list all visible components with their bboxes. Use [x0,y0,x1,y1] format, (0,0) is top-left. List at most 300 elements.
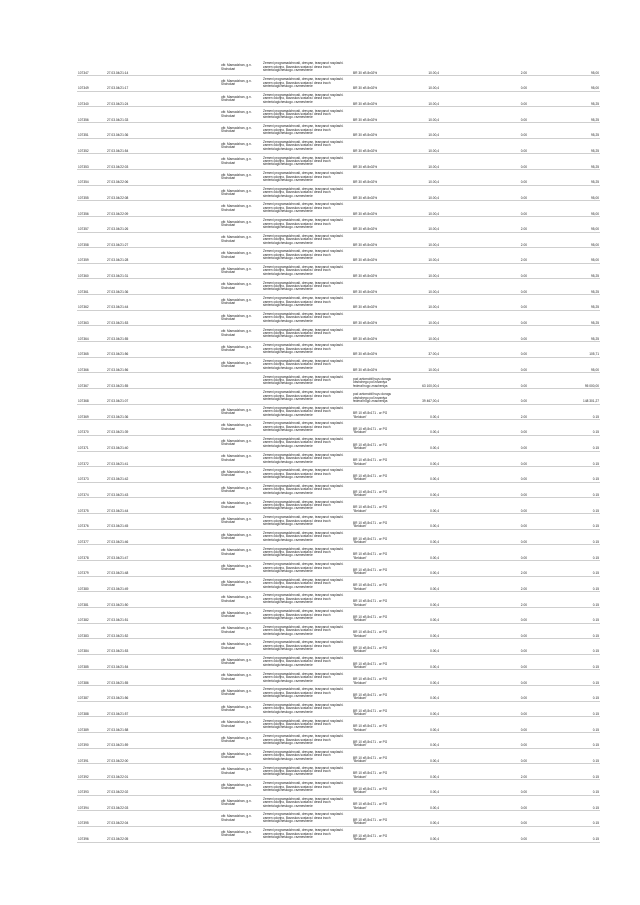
record-description: Zemeni programadzhnosti, drevyan, teanyanot rosplashi. zamen odorjno, Bavoskos sostava i desra inoch simteriologicheskogo. razmeshenie [262,232,352,248]
record-supplier: ofir. Mamadzhan, g.n. Shchokari [220,717,262,733]
record-category: BR 10 xB 8x171 - or PG "Belokan" [352,701,402,717]
record-rate: 0.00 [504,826,528,842]
record-id: 107384 [77,639,106,655]
record-amount: 10.00,4 [402,357,440,373]
spacer-cell [528,154,570,170]
record-supplier: ofir. Mamadzhan, g.n. Shchokari [220,185,262,201]
record-description: Zemeni programadzhnosti, drevyan, teanyanot rosplashi. zamen odorjno, Bavoskos sostava i desra inoch simteriologicheskogo. razmeshenie [262,169,352,185]
record-description: Zemeni programadzhnosti, drevyan, teanyanot rosplashi. zamen odorjno, Bavoskos sostava i desra inoch simteriologicheskogo. razmeshenie [262,764,352,780]
table-row [77,561,600,577]
record-amount: 0.00,4 [402,748,440,764]
spacer-cell [148,60,220,76]
record-amount: 0.00,4 [402,701,440,717]
record-category: BR 30 xB 8x02% [352,263,402,279]
record-amount: 0.00,4 [402,607,440,623]
record-amount: 0.00,4 [402,451,440,467]
record-rate: 0.00 [504,123,528,139]
record-datetime: 27.03.04/22:00 [106,748,148,764]
record-category: pod avtomobil'nuyu dorogu obshchego pol'zovaniya federal'nogo znacheniya [352,388,402,404]
spacer-cell [148,623,220,639]
record-category: BR 10 xB 8x171 - or PG "Belokan" [352,514,402,530]
record-total: 95,25 [570,263,600,279]
spacer-cell [528,482,570,498]
record-rate: 2.00 [504,592,528,608]
record-category: BR 30 xB 8x02% [352,169,402,185]
record-amount: 0.00,4 [402,592,440,608]
record-description: Zemeni programadzhnosti, drevyan, teanyanot rosplashi. zamen odorjno, Bavoskos sostava i desra inoch simteriologicheskogo. razmeshenie [262,420,352,436]
record-description: Zemeni programadzhnosti, drevyan, teanyanot rosplashi. zamen odorjno, Bavoskos sostava i desra inoch simteriologicheskogo. razmeshenie [262,60,352,76]
table-row [77,576,600,592]
spacer-cell [148,529,220,545]
table-row [77,607,600,623]
record-rate: 0.00 [504,342,528,358]
spacer-cell [440,654,504,670]
record-category: BR 10 xB 8x171 - or PG "Belokan" [352,576,402,592]
record-supplier: ofir. Mamadzhan, g.n. Shchokari [220,654,262,670]
record-rate: 2.00 [504,248,528,264]
spacer-cell [440,514,504,530]
record-supplier: ofir. Mamadzhan, g.n. Shchokari [220,639,262,655]
record-total: 95,25 [570,295,600,311]
record-total: 0.15 [570,451,600,467]
spacer-cell [148,779,220,795]
table-row [77,60,600,76]
record-description: Zemeni programadzhnosti, drevyan, teanyanot rosplashi. zamen odorjno, Bavoskos sostava i desra inoch simteriologicheskogo. razmeshenie [262,670,352,686]
spacer-cell [440,388,504,404]
spacer-cell [148,185,220,201]
record-total: 95,25 [570,138,600,154]
record-supplier: ofir. Mamadzhan, g.n. Shchokari [220,545,262,561]
record-total: 95,00 [570,357,600,373]
record-description: Zemeni programadzhnosti, drevyan, teanyanot rosplashi. zamen odorjno, Bavoskos sostava i desra inoch simteriologicheskogo. razmeshenie [262,467,352,483]
record-id: 107357 [77,216,106,232]
record-total: 95,00 [570,185,600,201]
spacer-cell [440,248,504,264]
record-category: BR 10 xB 8x171 - or PG "Belokan" [352,404,402,420]
record-amount: 0.00,4 [402,514,440,530]
record-rate: 0.00 [504,201,528,217]
spacer-cell [440,576,504,592]
record-supplier: ofir. Mamadzhan, g.n. Shchokari [220,670,262,686]
spacer-cell [528,592,570,608]
record-datetime: 27.03.04/21:54 [106,138,148,154]
record-category: BR 10 xB 8x171 - or PG "Belokan" [352,607,402,623]
record-supplier: ofir. Mamadzhan, g.n. Shchokari [220,60,262,76]
record-category: BR 30 xB 8x02% [352,357,402,373]
record-datetime: 27.03.04/21:53 [106,639,148,655]
record-total: 0.15 [570,748,600,764]
record-id: 107393 [77,779,106,795]
spacer-cell [440,76,504,92]
spacer-cell [148,263,220,279]
record-id: 107358 [77,232,106,248]
record-total: 0.15 [570,498,600,514]
record-supplier: ofir. Mamadzhan, g.n. Shchokari [220,607,262,623]
record-amount: 0.00,4 [402,498,440,514]
record-datetime: 27.03.04/21:48 [106,561,148,577]
record-amount: 10.00,4 [402,107,440,123]
spacer-cell [528,404,570,420]
spacer-cell [440,733,504,749]
record-amount: 0.00,4 [402,467,440,483]
record-rate: 0.00 [504,748,528,764]
record-category: BR 10 xB 8x171 - or PG "Belokan" [352,717,402,733]
record-rate: 0.00 [504,279,528,295]
spacer-cell [440,295,504,311]
spacer-cell [148,654,220,670]
record-total: 0.15 [570,420,600,436]
record-supplier: ofir. Mamadzhan, g.n. Shchokari [220,686,262,702]
record-id: 107374 [77,482,106,498]
record-datetime: 27.03.04/22:02 [106,779,148,795]
record-description: Zemeni programadzhnosti, drevyan, teanyanot rosplashi. zamen odorjno, Bavoskos sostava i desra inoch simteriologicheskogo. razmeshenie [262,154,352,170]
record-datetime: 27.03.04/21:56 [106,342,148,358]
spacer-cell [528,701,570,717]
record-id: 107361 [77,279,106,295]
record-id: 107373 [77,467,106,483]
table-row [77,811,600,827]
record-amount: 0.00,4 [402,529,440,545]
record-category: pod avtomobil'nuyu dorogu obshchego pol'zovaniya federal'nogo znacheniya [352,373,402,389]
record-total: 95,00 [570,216,600,232]
table-row [77,717,600,733]
spacer-cell [148,607,220,623]
record-category: BR 10 xB 8x171 - or PG "Belokan" [352,420,402,436]
spacer-cell [528,232,570,248]
record-rate: 0.00 [504,795,528,811]
spacer-cell [148,91,220,107]
record-total: 95,25 [570,123,600,139]
spacer-cell [440,123,504,139]
record-amount: 10.00,4 [402,185,440,201]
spacer-cell [440,592,504,608]
spacer-cell [148,232,220,248]
spacer-cell [148,373,220,389]
record-id: 107396 [77,826,106,842]
record-total: 95,25 [570,279,600,295]
record-total: 0.15 [570,404,600,420]
table-row [77,107,600,123]
record-amount: 0.00,4 [402,561,440,577]
spacer-cell [148,795,220,811]
record-datetime: 27.03.04/21:41 [106,451,148,467]
record-supplier: ofir. Mamadzhan, g.n. Shchokari [220,169,262,185]
spacer-cell [148,357,220,373]
record-description: Zemeni programadzhnosti, drevyan, teanyanot rosplashi. zamen odorjno, Bavoskos sostava i desra inoch simteriologicheskogo. razmeshenie [262,623,352,639]
spacer-cell [148,545,220,561]
table-row [77,201,600,217]
record-rate: 0.00 [504,686,528,702]
spacer-cell [148,701,220,717]
record-description: Zemeni programadzhnosti, drevyan, teanyanot rosplashi. zamen odorjno, Bavoskos sostava i desra inoch simteriologicheskogo. razmeshenie [262,639,352,655]
record-rate: 2.00 [504,60,528,76]
record-category: BR 30 xB 8x02% [352,279,402,295]
record-rate: 0.00 [504,263,528,279]
spacer-cell [440,357,504,373]
spacer-cell [148,201,220,217]
record-category: BR 30 xB 8x02% [352,248,402,264]
record-description: Zemeni programadzhnosti, drevyan, teanyanot rosplashi. zamen odorjno, Bavoskos sostava i desra inoch simteriologicheskogo. razmeshenie [262,342,352,358]
spacer-cell [148,404,220,420]
record-total: 95,25 [570,107,600,123]
record-amount: 0.00,4 [402,733,440,749]
spacer-cell [528,435,570,451]
spacer-cell [148,811,220,827]
record-datetime: 27.03.04/21:36 [106,404,148,420]
table-row [77,545,600,561]
record-datetime: 27.03.04/21:55 [106,326,148,342]
table-row [77,592,600,608]
spacer-cell [148,561,220,577]
record-category: BR 10 xB 8x171 - or PG "Belokan" [352,670,402,686]
record-description: Zemeni programadzhnosti, drevyan, teanyanot rosplashi. zamen odorjno, Bavoskos sostava i desra inoch simteriologicheskogo. razmeshenie [262,263,352,279]
record-id: 107360 [77,263,106,279]
table-row [77,701,600,717]
record-datetime: 27.03.04/21:51 [106,607,148,623]
record-rate: 0.00 [504,76,528,92]
record-supplier [220,373,262,389]
record-supplier: ofir. Mamadzhan, g.n. Shchokari [220,576,262,592]
record-description: Zemeni programadzhnosti, drevyan, teanyanot rosplashi. zamen odorjno, Bavoskos sostava i desra inoch simteriologicheskogo. razmeshenie [262,482,352,498]
spacer-cell [148,639,220,655]
record-total: 0.15 [570,654,600,670]
record-supplier [220,388,262,404]
record-amount: 10.00,4 [402,76,440,92]
record-rate: 2.00 [504,764,528,780]
record-category: BR 10 xB 8x171 - or PG "Belokan" [352,686,402,702]
record-datetime: 27.03.04/21:56 [106,357,148,373]
record-total: 95,25 [570,154,600,170]
record-category: BR 10 xB 8x171 - or PG "Belokan" [352,529,402,545]
record-rate: 0.00 [504,639,528,655]
record-rate: 2.00 [504,561,528,577]
spacer-cell [148,592,220,608]
record-id: 107354 [77,169,106,185]
record-supplier: ofir. Mamadzhan, g.n. Shchokari [220,91,262,107]
record-amount: 10.00,4 [402,279,440,295]
record-description: Zemeni programadzhnosti, drevyan, teanyanot rosplashi. zamen odorjno, Bavoskos sostava i desra inoch simteriologicheskogo. razmeshenie [262,529,352,545]
table-row [77,138,600,154]
record-id: 107372 [77,451,106,467]
record-total: 0.15 [570,639,600,655]
record-id: 107395 [77,811,106,827]
record-id: 107381 [77,592,106,608]
spacer-cell [440,107,504,123]
record-id: 107369 [77,404,106,420]
record-id: 107380 [77,576,106,592]
record-id: 107375 [77,498,106,514]
record-supplier: ofir. Mamadzhan, g.n. Shchokari [220,811,262,827]
table-row [77,514,600,530]
record-description: Zemeni programadzhnosti, drevyan, teanyanot rosplashi. zamen odorjno, Bavoskos sostava i desra inoch simteriologicheskogo. razmeshenie [262,248,352,264]
record-description: Zemeni programadzhnosti, drevyan, teanyanot rosplashi. zamen odorjno, Bavoskos sostava i desra inoch simteriologicheskogo. razmeshenie [262,295,352,311]
record-amount: 0.00,4 [402,795,440,811]
record-category: BR 30 xB 8x02% [352,342,402,358]
record-description: Zemeni programadzhnosti, drevyan, teanyanot rosplashi. zamen odorjno, Bavoskos sostava i desra inoch simteriologicheskogo. razmeshenie [262,686,352,702]
record-amount: 10.00,4 [402,295,440,311]
record-amount: 10.00,4 [402,138,440,154]
record-description: Zemeni programadzhnosti, drevyan, teanyanot rosplashi. zamen odorjno, Bavoskos sostava i desra inoch simteriologicheskogo. razmeshenie [262,514,352,530]
record-amount: 10.00,4 [402,201,440,217]
record-id: 107392 [77,764,106,780]
table-row [77,639,600,655]
record-supplier: ofir. Mamadzhan, g.n. Shchokari [220,248,262,264]
table-row [77,404,600,420]
record-total: 95 000,00 [570,373,600,389]
record-category: BR 10 xB 8x171 - or PG "Belokan" [352,748,402,764]
spacer-cell [528,420,570,436]
record-amount: 0.00,4 [402,717,440,733]
record-description: Zemeni programadzhnosti, drevyan, teanyanot rosplashi. zamen odorjno, Bavoskos sostava i desra inoch simteriologicheskogo. razmeshenie [262,748,352,764]
record-datetime: 27.03.04/21:45 [106,514,148,530]
record-rate: 0.00 [504,373,528,389]
record-amount: 0.00,4 [402,670,440,686]
spacer-cell [528,576,570,592]
record-category: BR 30 xB 8x02% [352,310,402,326]
record-datetime: 27.03.04/21:55 [106,670,148,686]
record-amount: 10.00,4 [402,60,440,76]
record-category: BR 30 xB 8x02% [352,201,402,217]
record-supplier: ofir. Mamadzhan, g.n. Shchokari [220,357,262,373]
record-supplier: ofir. Mamadzhan, g.n. Shchokari [220,263,262,279]
record-id: 107355 [77,185,106,201]
record-description: Zemeni programadzhnosti, drevyan, teanyanot rosplashi. zamen odorjno, Bavoskos sostava i desra inoch simteriologicheskogo. razmeshenie [262,811,352,827]
record-description: Zemeni programadzhnosti, drevyan, teanyanot rosplashi. zamen odorjno, Bavoskos sostava i desra inoch simteriologicheskogo. razmeshenie [262,826,352,842]
record-supplier: ofir. Mamadzhan, g.n. Shchokari [220,779,262,795]
record-amount: 10.00,4 [402,123,440,139]
record-amount: 37.00,4 [402,342,440,358]
record-id: 107371 [77,435,106,451]
record-id: 107382 [77,607,106,623]
spacer-cell [528,451,570,467]
record-datetime: 27.03.04/21:46 [106,529,148,545]
ledger-table [77,60,600,843]
spacer-cell [148,686,220,702]
table-row [77,295,600,311]
record-datetime: 27.03.04/21:44 [106,295,148,311]
table-row [77,686,600,702]
record-datetime: 27.03.04/21:07 [106,388,148,404]
spacer-cell [528,826,570,842]
spacer-cell [440,545,504,561]
record-supplier: ofir. Mamadzhan, g.n. Shchokari [220,420,262,436]
record-total: 0.15 [570,529,600,545]
record-datetime: 27.03.04/21:39 [106,420,148,436]
table-row [77,498,600,514]
spacer-cell [440,404,504,420]
record-supplier: ofir. Mamadzhan, g.n. Shchokari [220,826,262,842]
record-description: Zemeni programadzhnosti, drevyan, teanyanot rosplashi. zamen odorjno, Bavoskos sostava i desra inoch simteriologicheskogo. razmeshenie [262,107,352,123]
record-datetime: 27.03.04/21:57 [106,701,148,717]
spacer-cell [528,342,570,358]
record-category: BR 30 xB 8x02% [352,107,402,123]
record-id: 107366 [77,357,106,373]
record-datetime: 27.03.04/22:05 [106,826,148,842]
record-rate: 2.00 [504,216,528,232]
spacer-cell [528,91,570,107]
record-rate: 0.00 [504,545,528,561]
record-total: 0.15 [570,607,600,623]
spacer-cell [148,248,220,264]
spacer-cell [440,623,504,639]
spacer-cell [148,576,220,592]
record-datetime: 27.03.04/22:04 [106,811,148,827]
spacer-cell [528,717,570,733]
spacer-cell [440,670,504,686]
record-category: BR 30 xB 8x02% [352,326,402,342]
record-amount: 10.00,4 [402,169,440,185]
record-rate: 0.00 [504,811,528,827]
table-row [77,263,600,279]
record-total: 0.15 [570,467,600,483]
record-id: 107356 [77,201,106,217]
spacer-cell [148,451,220,467]
record-id: 107340 [77,91,106,107]
record-id: 107388 [77,701,106,717]
record-datetime: 27.03.04/21:52 [106,623,148,639]
record-supplier: ofir. Mamadzhan, g.n. Shchokari [220,623,262,639]
record-category: BR 10 xB 8x171 - or PG "Belokan" [352,592,402,608]
spacer-cell [148,216,220,232]
record-id: 107364 [77,326,106,342]
record-supplier: ofir. Mamadzhan, g.n. Shchokari [220,295,262,311]
spacer-cell [528,310,570,326]
record-supplier: ofir. Mamadzhan, g.n. Shchokari [220,123,262,139]
record-id: 107389 [77,717,106,733]
record-id: 107353 [77,154,106,170]
record-supplier: ofir. Mamadzhan, g.n. Shchokari [220,514,262,530]
record-id: 107368 [77,388,106,404]
spacer-cell [528,326,570,342]
record-id: 107391 [77,748,106,764]
record-rate: 0.00 [504,670,528,686]
spacer-cell [148,498,220,514]
record-supplier: ofir. Mamadzhan, g.n. Shchokari [220,279,262,295]
spacer-cell [528,373,570,389]
spacer-cell [528,388,570,404]
spacer-cell [528,639,570,655]
table-row [77,279,600,295]
record-id: 107385 [77,654,106,670]
record-amount: 0.00,4 [402,639,440,655]
spacer-cell [148,154,220,170]
record-datetime: 27.03.04/21:27 [106,232,148,248]
spacer-cell [528,514,570,530]
record-amount: 0.00,4 [402,435,440,451]
record-supplier: ofir. Mamadzhan, g.n. Shchokari [220,342,262,358]
record-description: Zemeni programadzhnosti, drevyan, teanyanot rosplashi. zamen odorjno, Bavoskos sostava i desra inoch simteriologicheskogo. razmeshenie [262,123,352,139]
record-rate: 2.00 [504,576,528,592]
record-id: 107387 [77,686,106,702]
spacer-cell [148,107,220,123]
spacer-cell [440,607,504,623]
spacer-cell [148,733,220,749]
record-rate: 0.00 [504,91,528,107]
spacer-cell [440,232,504,248]
record-rate: 0.00 [504,779,528,795]
table-row [77,529,600,545]
spacer-cell [148,310,220,326]
record-id: 107349 [77,76,106,92]
record-category: BR 10 xB 8x171 - or PG "Belokan" [352,467,402,483]
record-amount: 0.00,4 [402,623,440,639]
record-category: BR 10 xB 8x171 - or PG "Belokan" [352,826,402,842]
spacer-cell [148,295,220,311]
spacer-cell [440,561,504,577]
record-id: 107394 [77,795,106,811]
record-datetime: 27.03.04/21:14 [106,60,148,76]
table-row [77,826,600,842]
